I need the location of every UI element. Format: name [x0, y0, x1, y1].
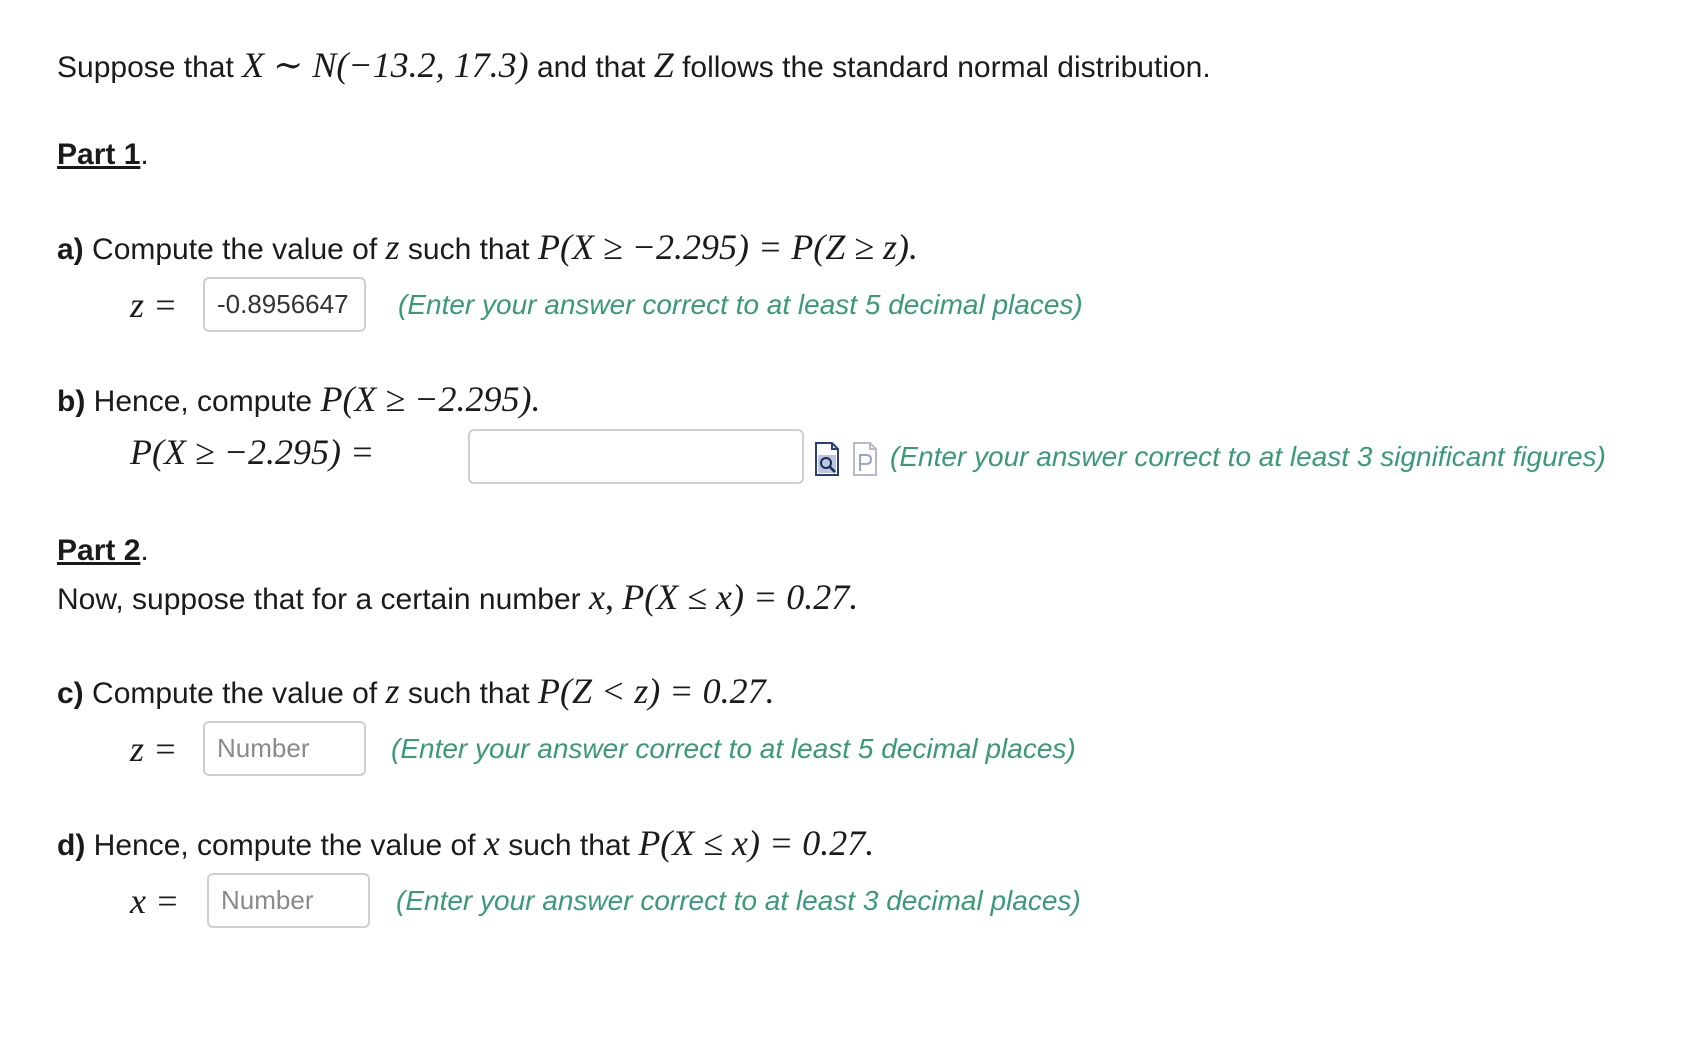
part2-heading: Part 2. — [57, 534, 149, 567]
preview-document-icon-svg — [814, 441, 840, 477]
answer-d-hint: (Enter your answer correct to at least 3 decimal places) — [396, 885, 1081, 916]
question-d-prompt: d) Hence, compute the value of x such that P(X ≤ x) = 0.27. — [57, 823, 875, 863]
question-a-prompt: a) Compute the value of z such that P(X ≥ −2.295) = P(Z ≥ z). — [57, 227, 919, 267]
part2-statement: Now, suppose that for a certain number x, P(X ≤ x) = 0.27. — [57, 577, 859, 617]
intro-statement: Suppose that X ∼ N(−13.2, 17.3) and that Z follows the standard normal distribution. — [57, 45, 1211, 85]
question-b-prompt: b) Hence, compute P(X ≥ −2.295). — [57, 379, 541, 419]
answer-c-input[interactable] — [203, 721, 366, 776]
answer-a-input[interactable] — [203, 277, 366, 332]
preview-document-icon[interactable] — [814, 441, 840, 477]
question-c-prompt: c) Compute the value of z such that P(Z < z) = 0.27. — [57, 671, 775, 711]
syntax-help-icon-svg — [852, 441, 878, 477]
answer-b-hint: (Enter your answer correct to at least 3 significant figures) — [890, 441, 1606, 472]
syntax-help-icon[interactable] — [852, 441, 878, 477]
answer-d-label: x = — [130, 881, 180, 921]
answer-b-label: P(X ≥ −2.295) = — [130, 432, 375, 472]
answer-d-input[interactable] — [207, 873, 370, 928]
answer-c-label: z = — [130, 729, 178, 769]
part1-heading: Part 1. — [57, 138, 149, 171]
answer-b-input[interactable] — [468, 429, 804, 484]
answer-a-hint: (Enter your answer correct to at least 5 decimal places) — [398, 289, 1083, 320]
answer-a-label: z = — [130, 285, 178, 325]
answer-c-hint: (Enter your answer correct to at least 5 decimal places) — [391, 733, 1076, 764]
